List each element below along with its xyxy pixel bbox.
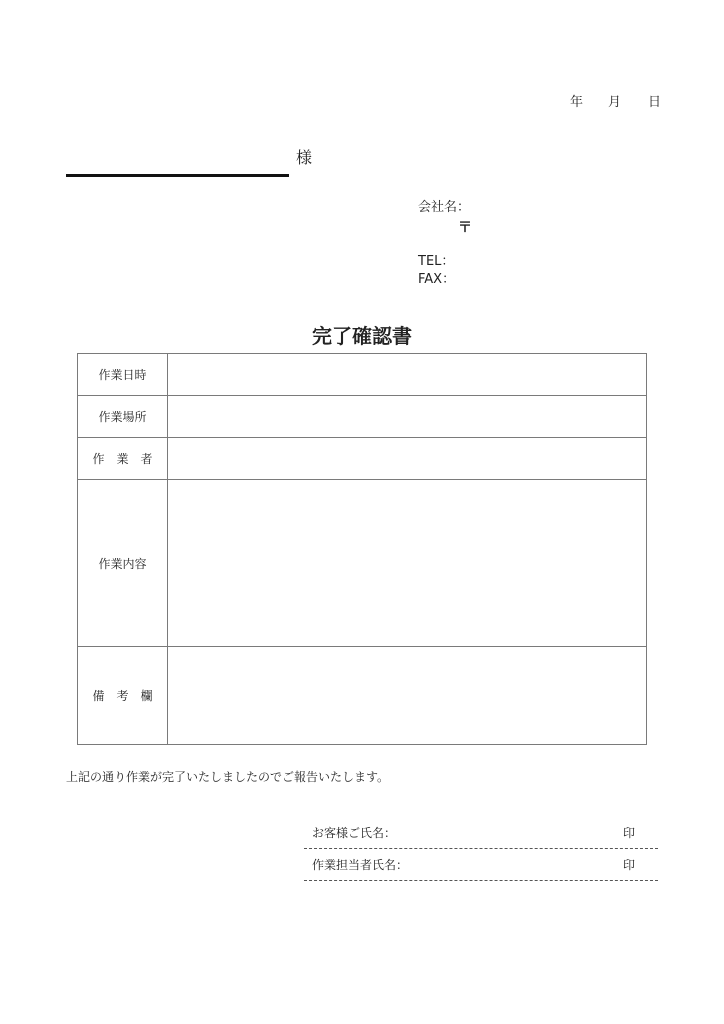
row-label-remarks: 備 考 欄 bbox=[78, 647, 168, 745]
row-label-worker: 作 業 者 bbox=[78, 438, 168, 480]
date-year-label: 年 bbox=[570, 95, 584, 110]
customer-signature-row[interactable] bbox=[304, 814, 658, 849]
company-name-label: 会社名： bbox=[418, 200, 471, 215]
date-month-label: 月 bbox=[608, 95, 622, 110]
postal-mark: 〒 bbox=[458, 220, 472, 236]
recipient-name-line bbox=[66, 174, 289, 177]
customer-seal-mark: 印 bbox=[622, 826, 635, 840]
table-row bbox=[78, 354, 647, 396]
table-row bbox=[78, 647, 647, 745]
row-label-work-location: 作業場所 bbox=[78, 396, 168, 438]
row-label-work-datetime: 作業日時 bbox=[78, 354, 168, 396]
date-day-label: 日 bbox=[648, 95, 662, 110]
worker-name-label: 作業担当者氏名： bbox=[312, 858, 409, 872]
work-datetime-field[interactable] bbox=[168, 354, 647, 396]
tel-label: TEL： bbox=[418, 254, 455, 269]
report-message: 上記の通り作業が完了いたしましたのでご報告いたします。 bbox=[66, 770, 390, 784]
work-content-field[interactable] bbox=[168, 480, 647, 647]
fax-label: FAX： bbox=[418, 272, 456, 287]
remarks-field[interactable] bbox=[168, 647, 647, 745]
worker-field[interactable] bbox=[168, 438, 647, 480]
row-label-work-content: 作業内容 bbox=[78, 480, 168, 647]
completion-form-table bbox=[77, 353, 647, 745]
table-row bbox=[78, 396, 647, 438]
table-row bbox=[78, 480, 647, 647]
table-row bbox=[78, 438, 647, 480]
recipient-suffix: 様 bbox=[296, 148, 313, 167]
worker-seal-mark: 印 bbox=[622, 858, 635, 872]
document-title: 完了確認書 bbox=[312, 324, 412, 348]
worker-signature-row[interactable] bbox=[304, 846, 658, 881]
customer-name-label: お客様ご氏名： bbox=[312, 826, 397, 840]
work-location-field[interactable] bbox=[168, 396, 647, 438]
date-line bbox=[570, 91, 661, 110]
